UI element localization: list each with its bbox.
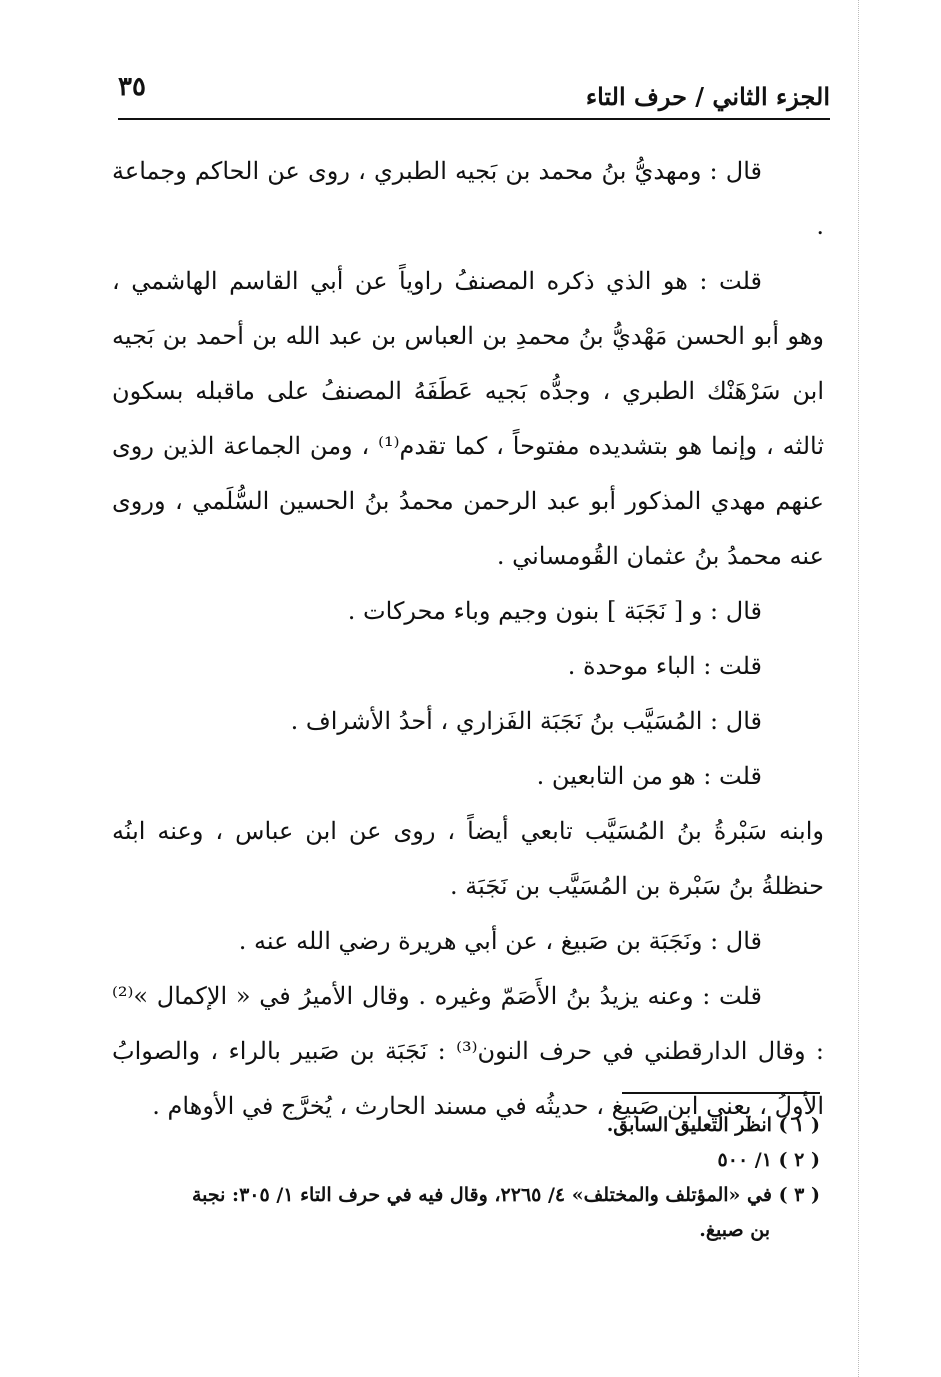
paragraph-9: قلت : وعنه يزيدُ بنُ الأَصَمّ وغيره . وقال الأميرُ في « الإكمال »⁽²⁾ : وقال الدارقطني في حرف النون⁽³⁾ : نَجَبَة بن صَبير بالراء ، والصوابُ الأولُ ، يعني ابن صَبيغ ، حديثُه في مسند الحارث ، يُخرَّج في الأوهام . bbox=[112, 982, 824, 1120]
paragraph-8: قال : ونَجَبَة بن صَبيغ ، عن أبي هريرة رضي الله عنه . bbox=[238, 927, 762, 955]
paragraph-2: قلت : هو الذي ذكره المصنفُ راوياً عن أبي القاسم الهاشمي ، وهو أبو الحسن مَهْديُّ بنُ محمدِ بن العباس بن عبد الله بن أحمد بن بَجيه ابن سَرْهَنْك الطبري ، وجدُّه بَجيه عَطَفَهُ المصنفُ على ماقبله بسكون ثالثه ، وإنما هو بتشديده مفتوحاً ، كما تقدم⁽¹⁾ ، ومن الجماعة الذين روى عنهم مهدي المذكور أبو عبد الرحمن محمدُ بنُ الحسين السُّلَمي ، وروى عنه محمدُ بنُ عثمان القُومساني . bbox=[112, 267, 825, 570]
header-rule bbox=[118, 118, 830, 120]
paragraph-1: قال : ومهديُّ بنُ محمد بن بَجيه الطبري ، روى عن الحاكم وجماعة . bbox=[112, 157, 824, 240]
footnote-2: ( ٢ ) ١/ ٥٠٠ bbox=[717, 1149, 820, 1171]
footnote-rule bbox=[622, 1092, 820, 1094]
paragraph-4: قلت : الباء موحدة . bbox=[567, 652, 762, 680]
margin-dotted-line bbox=[858, 0, 863, 1377]
footnote-3: ( ٣ ) في «المؤتلف والمختلف» ٤/ ٢٢٦٥، وقال فيه في حرف التاء ١/ ٣٠٥: نجبة bbox=[191, 1184, 820, 1206]
page-header bbox=[118, 66, 830, 118]
paragraph-5: قال : المُسَيَّب بنُ نَجَبَة الفَزاري ، أحدُ الأشراف . bbox=[290, 707, 762, 735]
footnote-3-continuation: بن صبيغ. bbox=[699, 1219, 770, 1241]
main-text bbox=[112, 144, 824, 1134]
footnotes bbox=[112, 1108, 820, 1248]
footnote-1: ( ١ ) انظر التعليق السابق. bbox=[606, 1114, 820, 1136]
running-title: الجزء الثاني / حرف التاء bbox=[585, 82, 830, 111]
page-number: ٣٥ bbox=[118, 72, 146, 102]
paragraph-3: قال : و [ نَجَبَة ] بنون وجيم وباء محركات . bbox=[347, 597, 762, 625]
paragraph-6: قلت : هو من التابعين . bbox=[536, 762, 762, 790]
paragraph-7: وابنه سَبْرةُ بنُ المُسَيَّب تابعي أيضاً ، روى عن ابن عباس ، وعنه ابنُه حنظلةُ بنُ سَبْرة بن المُسَيَّب بن نَجَبَة . bbox=[112, 817, 824, 900]
